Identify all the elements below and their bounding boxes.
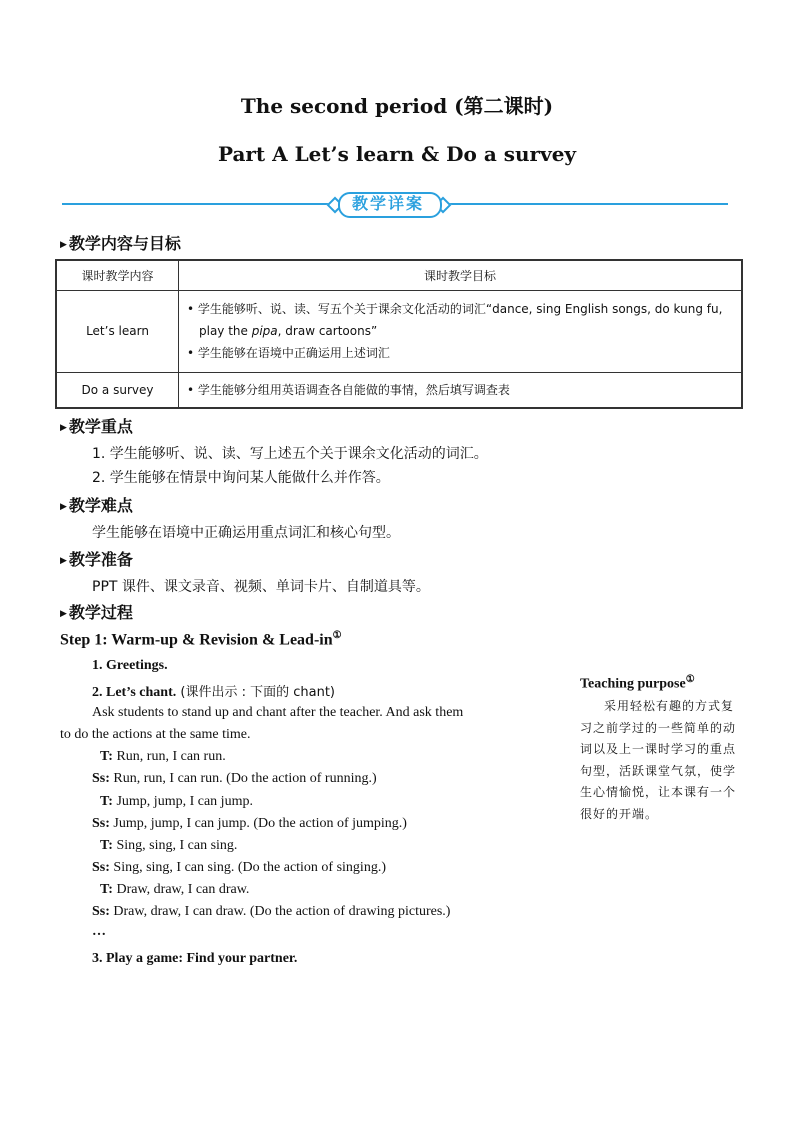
table-row: [56, 290, 742, 372]
banner-label: 教学详案: [351, 194, 424, 213]
instruction-line-2: to do the actions at the same time.: [60, 727, 251, 742]
utterance: Sing, sing, I can sing. (Do the action of singing.): [109, 860, 386, 875]
speaker: T:: [100, 794, 113, 809]
section-heading-preparation: [60, 547, 133, 570]
triangle-icon: ▶: [60, 239, 67, 250]
ellipsis: …: [92, 924, 106, 939]
difficulties-text: 学生能够在语境中正确运用重点词汇和核心句型。: [92, 525, 400, 541]
table-cell-content: Let’s learn: [56, 290, 179, 372]
key-point-2: 2. 学生能够在情景中询问某人能做什么并作答。: [92, 470, 390, 486]
section-heading-text: 教学重点: [68, 417, 133, 436]
key-point-1: 1. 学生能够听、说、读、写上述五个关于课余文化活动的词汇。: [92, 446, 488, 462]
table-header-content: 课时教学内容: [56, 260, 179, 290]
chant-note: (课件出示 : 下面的 chant): [176, 685, 336, 700]
page-title: The second period (第二课时): [240, 94, 554, 118]
speaker: T:: [100, 882, 113, 897]
sidebar-line: 生心情愉悦，让本课有一个: [580, 785, 737, 799]
speaker: Ss:: [92, 904, 110, 919]
footnote-mark: ①: [332, 630, 342, 641]
utterance: Draw, draw, I can draw. (Do the action of drawing pictures.): [109, 904, 451, 919]
dialogue-line: [92, 860, 386, 876]
goal-item: [187, 298, 733, 342]
sidebar-title-text: Teaching purpose: [580, 676, 686, 692]
section-heading-key-points: [60, 414, 133, 437]
utterance: Jump, jump, I can jump.: [112, 794, 253, 809]
section-banner: [326, 189, 450, 217]
sidebar-line: 句型，活跃课堂气氛，使学: [580, 763, 737, 778]
sidebar-line: 采用轻松有趣的方式复: [604, 699, 735, 713]
banner-line-right: [446, 203, 728, 205]
dialogue-line: [100, 749, 226, 765]
utterance: Sing, sing, I can sing.: [112, 838, 238, 853]
section-heading-content-goals: [60, 231, 181, 254]
goal-text: , draw cartoons”: [277, 324, 378, 338]
chant-title: 2. Let’s chant.: [92, 685, 177, 700]
sidebar-line: 很好的开端。: [580, 806, 659, 821]
footnote-mark: ①: [685, 674, 695, 685]
preparation-text: PPT 课件、课文录音、视频、单词卡片、自制道具等。: [92, 579, 430, 595]
instruction-line-1: Ask students to stand up and chant after the teacher. And ask them: [92, 705, 464, 720]
goal-item: • 学生能够分组用英语调查各自能做的事情，然后填写调查表: [187, 382, 510, 397]
dialogue-line: [92, 816, 407, 832]
step-title-text: Step 1: Warm-up & Revision & Lead-in: [60, 631, 333, 649]
game-label: 3. Play a game: Find your partner.: [92, 951, 298, 966]
speaker: Ss:: [92, 860, 110, 875]
utterance: Draw, draw, I can draw.: [112, 882, 250, 897]
section-heading-text: 教学内容与目标: [68, 234, 181, 253]
greetings-label: 1. Greetings.: [92, 658, 168, 673]
goal-italic-word: pipa: [251, 324, 278, 338]
teaching-purpose-title: [580, 674, 695, 693]
goal-text: • 学生能够听、说、读、写五个关于课余文化活动的词汇“dance, sing English songs, do kung fu, play the: [187, 302, 723, 338]
table-cell-goals: [179, 372, 743, 408]
triangle-icon: ▶: [60, 422, 67, 433]
dialogue-line: [100, 838, 237, 854]
speaker: T:: [100, 749, 113, 764]
utterance: Run, run, I can run. (Do the action of running.): [109, 771, 377, 786]
section-heading-text: 教学难点: [68, 496, 133, 515]
dialogue-line: [100, 882, 249, 898]
table-row: [56, 372, 742, 408]
table-header-goals: 课时教学目标: [179, 260, 743, 290]
speaker: T:: [100, 838, 113, 853]
sidebar-line: 词以及上一课时学习的重点: [580, 742, 737, 756]
section-heading-text: 教学准备: [68, 550, 133, 569]
dialogue-line: [100, 794, 253, 810]
chant-label: [92, 681, 335, 701]
utterance: Jump, jump, I can jump. (Do the action of jumping.): [109, 816, 407, 831]
table-header-row: [56, 260, 742, 290]
teaching-purpose-body: [580, 696, 752, 825]
objectives-table: [55, 259, 743, 409]
dialogue-line: [92, 904, 450, 920]
section-heading-process: [60, 600, 133, 623]
table-cell-goals: [179, 290, 743, 372]
section-heading-text: 教学过程: [68, 603, 133, 622]
triangle-icon: ▶: [60, 608, 67, 619]
triangle-icon: ▶: [60, 501, 67, 512]
speaker: Ss:: [92, 816, 110, 831]
step-1-title: [60, 630, 342, 649]
sidebar-line: 习之前学过的一些简单的动: [580, 720, 737, 735]
triangle-icon: ▶: [60, 555, 67, 566]
speaker: Ss:: [92, 771, 110, 786]
dialogue-line: [92, 771, 377, 787]
table-cell-content: Do a survey: [56, 372, 179, 408]
banner-line-left: [62, 203, 330, 205]
page-subtitle: Part A Let’s learn & Do a survey: [217, 142, 577, 166]
section-heading-difficulties: [60, 493, 133, 516]
goal-item: • 学生能够在语境中正确运用上述词汇: [187, 346, 390, 360]
utterance: Run, run, I can run.: [112, 749, 226, 764]
